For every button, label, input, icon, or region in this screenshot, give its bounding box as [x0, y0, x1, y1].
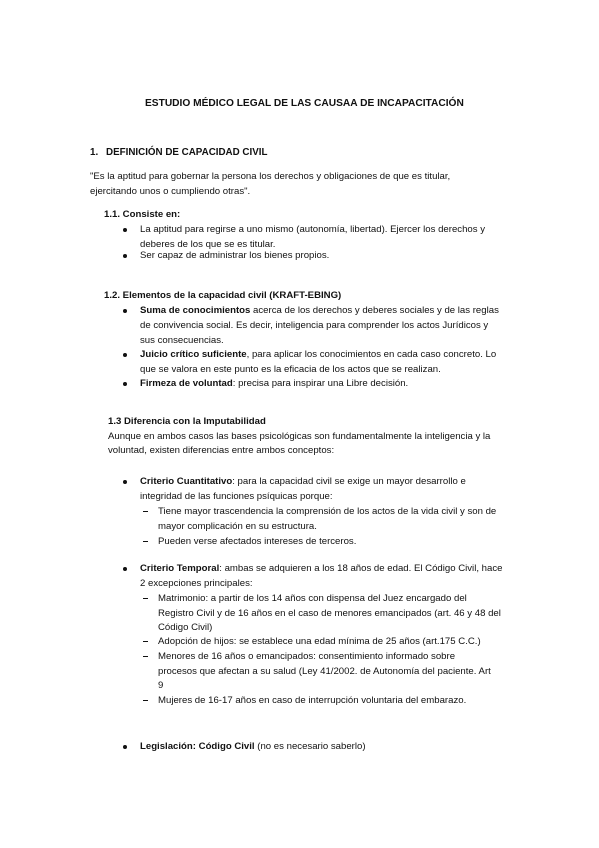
list-item-rest: , para aplicar los conocimientos en cada caso concreto. Lo	[246, 349, 497, 360]
subsection-heading-1-3: 1.3 Diferencia con la Imputabilidad	[108, 416, 266, 427]
list-item-text: de convivencia social. Es decir, inteligencia para comprender los actos Jurídicos y	[140, 320, 489, 331]
bullet-icon	[123, 353, 127, 357]
sublist-item-text: 9	[158, 680, 164, 691]
sublist-item-text: Menores de 16 años o emancipados: consentimiento informado sobre	[158, 651, 456, 662]
sublist-item-text: Código Civil)	[158, 622, 213, 633]
list-item-text: integridad de las funciones psíquicas porque:	[140, 491, 333, 502]
bullet-icon	[123, 745, 127, 749]
definition-quote-line-1: "Es la aptitud para gobernar la persona los derechos y obligaciones de que es titular,	[90, 171, 451, 182]
list-item-text: deberes de los que se es titular.	[140, 239, 276, 250]
sublist-item-text: procesos que afectan a su salud (Ley 41/2002. de Autonomía del paciente. Art	[158, 666, 491, 677]
subsection-heading-1-2: 1.2. Elementos de la capacidad civil (KRAFT-EBING)	[104, 290, 342, 301]
dash-icon	[143, 541, 148, 542]
list-item-bold: Suma de conocimientos	[140, 305, 251, 316]
list-item-text	[140, 347, 496, 362]
list-item-text	[140, 303, 499, 318]
sublist-item-text: Registro Civil y de 16 años en el caso de menores emancipados (art. 46 y 48 del	[158, 608, 501, 619]
list-item-bold: Firmeza de voluntad	[140, 378, 233, 389]
sublist-item-text: Matrimonio: a partir de los 14 años con dispensa del Juez encargado del	[158, 593, 467, 604]
sublist-item-text: Adopción de hijos: se establece una edad mínima de 25 años (art.175 C.C.)	[158, 636, 481, 647]
list-item-text: Ser capaz de administrar los bienes propios.	[140, 250, 330, 261]
paragraph-line: voluntad, existen diferencias entre ambos conceptos:	[108, 445, 335, 456]
dash-icon	[143, 511, 148, 512]
section-heading: DEFINICIÓN DE CAPACIDAD CIVIL	[106, 147, 268, 158]
list-item-bold: Legislación: Código Civil	[140, 741, 255, 752]
dash-icon	[143, 656, 148, 657]
paragraph-line: Aunque en ambos casos las bases psicológicas son fundamentalmente la inteligencia y la	[108, 431, 491, 442]
list-item-bold: Criterio Temporal	[140, 563, 220, 574]
definition-quote-line-2: ejercitando unos o cumpliendo otras".	[90, 186, 251, 197]
dash-icon	[143, 598, 148, 599]
list-item-text: que se valora en este punto es la eficacia de los actos que se realizan.	[140, 364, 441, 375]
sublist-item-text: mayor complicación en su estructura.	[158, 521, 317, 532]
list-item-rest: (no es necesario saberlo)	[254, 741, 366, 752]
bullet-icon	[123, 480, 127, 484]
dash-icon	[143, 700, 148, 701]
bullet-icon	[123, 254, 127, 258]
sublist-item-text: Tiene mayor trascendencia la comprensión de los actos de la vida civil y son de	[158, 506, 497, 517]
list-item-rest: : para la capacidad civil se exige un mayor desarrollo e	[232, 476, 466, 487]
bullet-icon	[123, 382, 127, 386]
list-item-text	[140, 739, 366, 754]
bullet-icon	[123, 567, 127, 571]
list-item-bold: Juicio crítico suficiente	[140, 349, 247, 360]
list-item-text: sus consecuencias.	[140, 335, 224, 346]
list-item-rest: acerca de los derechos y deberes sociales y de las reglas	[250, 305, 499, 316]
list-item-text: 2 excepciones principales:	[140, 578, 253, 589]
list-item-bold: Criterio Cuantitativo	[140, 476, 233, 487]
list-item-rest: : ambas se adquieren a los 18 años de edad. El Código Civil, hace	[219, 563, 503, 574]
bullet-icon	[123, 309, 127, 313]
bullet-icon	[123, 228, 127, 232]
subsection-heading-1-1: 1.1. Consiste en:	[104, 209, 181, 220]
document-title: ESTUDIO MÉDICO LEGAL DE LAS CAUSAA DE INCAPACITACIÓN	[145, 98, 464, 109]
sublist-item-text: Pueden verse afectados intereses de terceros.	[158, 536, 357, 547]
list-item-text	[140, 376, 408, 391]
list-item-text: La aptitud para regirse a uno mismo (autonomía, libertad). Ejercer los derechos y	[140, 224, 486, 235]
sublist-item-text: Mujeres de 16-17 años en caso de interrupción voluntaria del embarazo.	[158, 695, 467, 706]
dash-icon	[143, 641, 148, 642]
section-number: 1.	[90, 147, 99, 158]
list-item-rest: : precisa para inspirar una Libre decisión.	[232, 378, 409, 389]
list-item-text	[140, 474, 466, 489]
list-item-text	[140, 561, 502, 576]
